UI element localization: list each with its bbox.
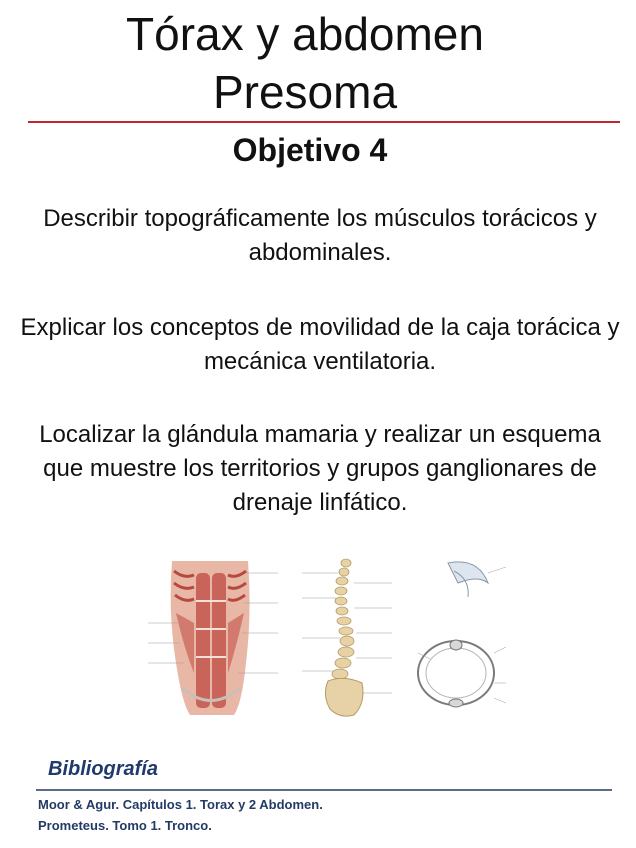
thoracic-cage-diagram [408,553,508,721]
title-divider [28,121,620,123]
bibliography-heading: Bibliografía [48,758,159,780]
title-line-1: Tórax y abdomen [126,8,484,60]
spine-illustration [300,553,410,721]
objective-item-3: Localizar la glándula mamaria y realizar un esquema que muestre los territorios y grupos ganglionares de drenaje linfático. [39,421,601,516]
title-line-2: Presoma [212,66,398,118]
objective-item-2: Explicar los conceptos de movilidad de la caja torácica y mecánica ventilatoria. [20,314,620,375]
bibliography-entry: Prometeus. Tomo 1. Tronco. [38,818,212,833]
bibliography-entry: Moor & Agur. Capítulos 1. Torax y 2 Abdomen. [38,797,323,812]
objective-heading: Objetivo 4 [232,132,388,168]
bibliography-divider [36,789,612,791]
muscles-illustration [138,553,288,721]
objective-item-1: Describir topográficamente los músculos torácicos y abdominales. [43,205,597,266]
